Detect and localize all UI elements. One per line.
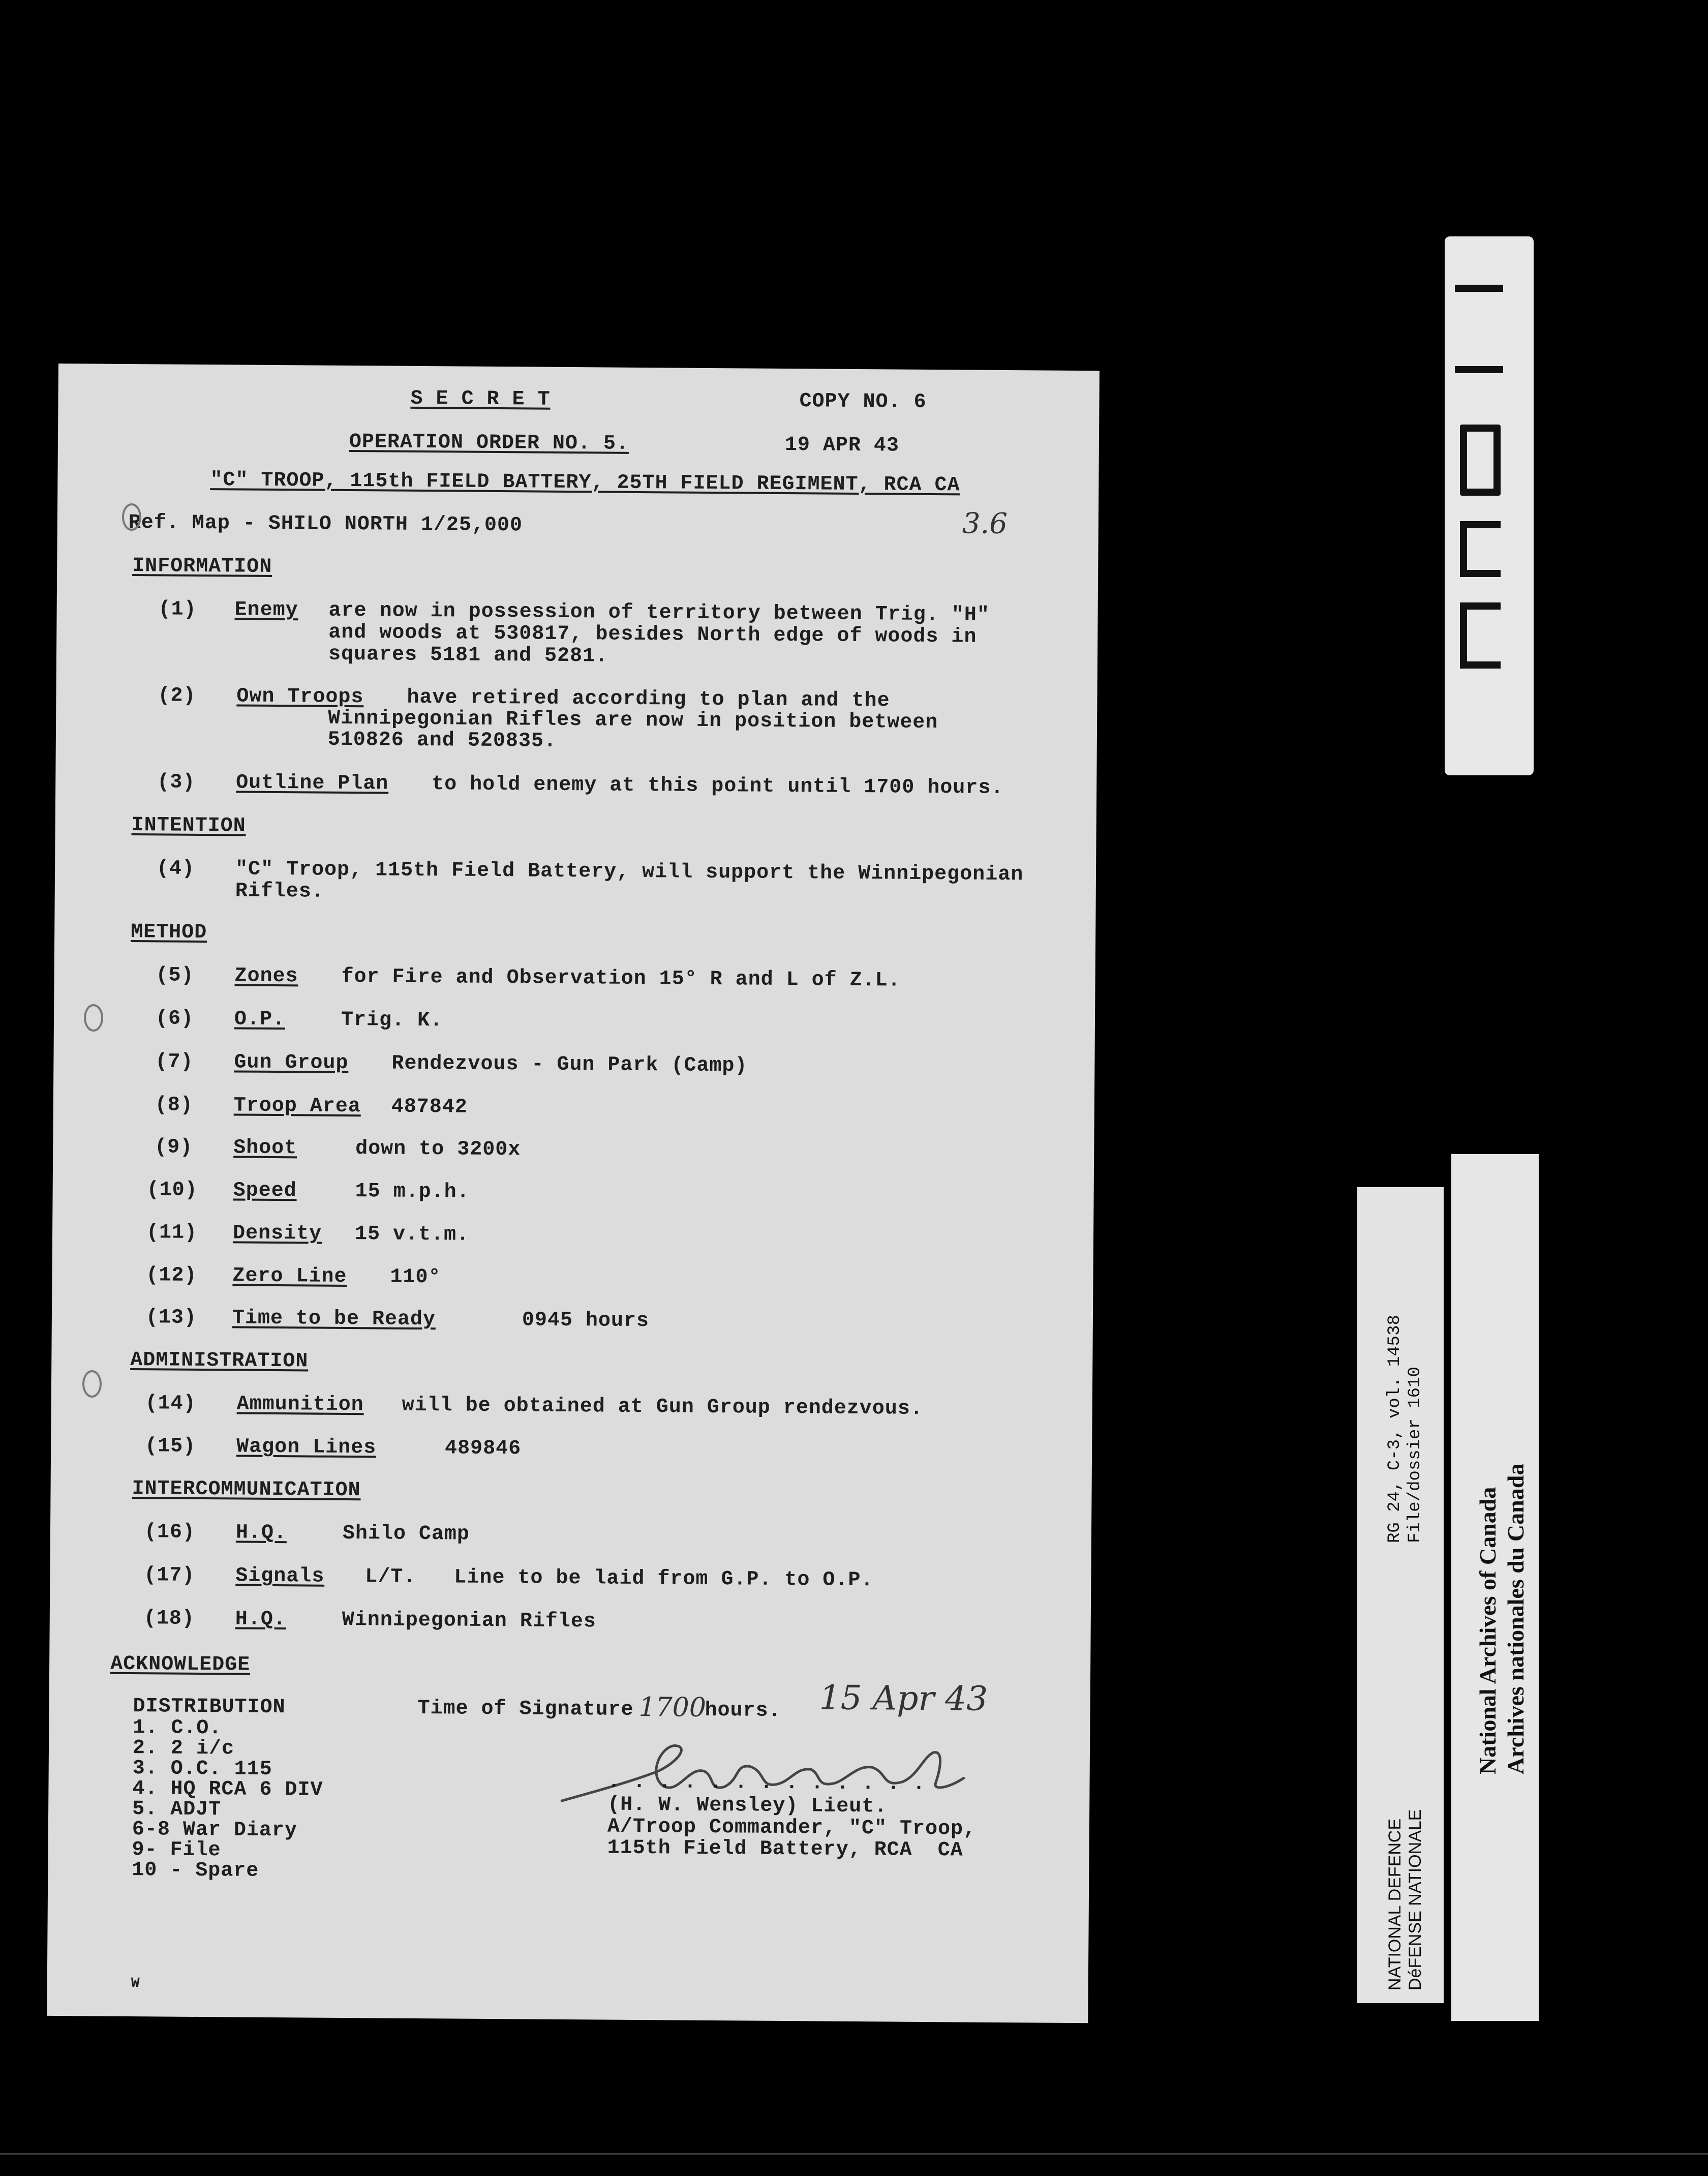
item-text: are now in possession of territory between Trig. "H" (328, 599, 990, 627)
section-intention: INTENTION (131, 814, 246, 838)
item-label: Own Troops (236, 685, 364, 709)
item-number: (12) (146, 1264, 197, 1287)
frame-digit (1460, 602, 1501, 669)
item-label: Density (232, 1222, 322, 1246)
item-text: and woods at 530817, besides North edge of woods in (328, 621, 977, 649)
item-number: (17) (144, 1564, 195, 1587)
item-number: (3) (157, 771, 196, 794)
frame-digit (1460, 521, 1501, 577)
item-label: Gun Group (234, 1051, 349, 1075)
section-acknowledge: ACKNOWLEDGE (110, 1652, 251, 1677)
punch-hole-mark (82, 1370, 102, 1398)
item-text: 15 m.p.h. (355, 1180, 470, 1204)
signer-unit: 115th Field Battery, RCA CA (607, 1836, 963, 1862)
item-number: (15) (144, 1435, 196, 1458)
distribution-line: 5. ADJT (132, 1798, 222, 1822)
item-text: 15 v.t.m. (354, 1223, 470, 1247)
item-text: down to 3200x (355, 1137, 521, 1162)
archive-reference-label (1357, 1187, 1444, 2003)
bottom-mark: W (131, 1976, 140, 1992)
item-label: Enemy (234, 598, 298, 622)
item-text: 489846 (444, 1437, 522, 1461)
item-text: Shilo Camp (342, 1522, 470, 1546)
distribution-heading: DISTRIBUTION (133, 1695, 286, 1719)
item-label: Signals (235, 1564, 325, 1588)
classification: S E C R E T (410, 387, 551, 411)
copy-number: COPY NO. 6 (799, 390, 927, 414)
distribution-line: 4. HQ RCA 6 DIV (132, 1777, 323, 1802)
item-text: to hold enemy at this point until 1700 hours. (432, 773, 1004, 800)
signer-name: (H. W. Wensley) Lieut. (607, 1793, 888, 1819)
item-number: (10) (146, 1178, 198, 1202)
punch-hole-mark (84, 1004, 103, 1032)
item-text: 510826 and 520835. (327, 728, 557, 753)
item-label: Ammunition (236, 1393, 364, 1417)
order-title: OPERATION ORDER NO. 5. (349, 430, 629, 456)
item-number: (8) (155, 1094, 193, 1117)
item-label: Outline Plan (236, 771, 389, 796)
archive-file: File/dossier 1610 (1406, 1367, 1425, 1543)
margin-note: 3.6 (962, 507, 1008, 541)
item-label: O.P. (234, 1008, 286, 1032)
signature-line: . . . . . . . . . . . . . (607, 1770, 926, 1796)
punch-hole-mark (122, 503, 141, 531)
bottom-rule (0, 2153, 1708, 2155)
signer-title: A/Troop Commander, "C" Troop, (607, 1815, 977, 1841)
distribution-line: 2. 2 i/c (132, 1737, 235, 1761)
item-number: (9) (155, 1136, 193, 1159)
item-text: Trig. K. (341, 1008, 443, 1033)
item-label: Shoot (233, 1136, 297, 1160)
section-administration: ADMINISTRATION (130, 1349, 309, 1373)
document-page (47, 364, 1100, 2023)
item-text: 110° (390, 1265, 441, 1289)
item-label: Zones (234, 964, 298, 988)
unit-title: "C" TROOP, 115th FIELD BATTERY, 25TH FIELD REGIMENT, RCA CA (210, 469, 960, 497)
section-information: INFORMATION (132, 555, 272, 579)
handwritten-date: 15 Apr 43 (819, 1678, 988, 1718)
frame-tick (1455, 366, 1503, 373)
time-of-signature-label: Time of Signature (417, 1697, 634, 1721)
item-text: "C" Troop, 115th Field Battery, will support the Winnipegonian (235, 858, 1024, 887)
item-label: H.Q. (235, 1521, 287, 1545)
item-text: Winnipegonian Rifles (342, 1608, 596, 1634)
item-text: Rendezvous - Gun Park (Camp) (391, 1052, 748, 1078)
item-text: have retired according to plan and the (407, 686, 890, 713)
frame-digit (1460, 425, 1501, 496)
item-label: Time to be Ready (232, 1307, 436, 1332)
item-text: L/T. Line to be laid from G.P. to O.P. (365, 1565, 874, 1592)
archives-name-fr: Archives nationales du Canada (1503, 1463, 1529, 1774)
reference-map: Ref. Map - SHILO NORTH 1/25,000 (128, 511, 523, 537)
item-number: (16) (144, 1521, 196, 1544)
item-text: will be obtained at Gun Group rendezvous. (402, 1394, 924, 1421)
item-number: (13) (145, 1306, 197, 1329)
distribution-line: 6-8 War Diary (132, 1818, 298, 1842)
archives-name-en: National Archives of Canada (1475, 1487, 1501, 1774)
item-text: Winnipegonian Rifles are now in position between (327, 707, 938, 735)
item-number: (2) (158, 684, 196, 708)
item-label: Troop Area (233, 1094, 361, 1119)
distribution-line: 9- File (132, 1838, 221, 1862)
time-of-signature-handwritten: 1700 (638, 1692, 707, 1723)
item-text: Rifles. (235, 880, 324, 903)
distribution-line: 3. O.C. 115 (132, 1757, 272, 1781)
item-text: 0945 hours (522, 1309, 650, 1333)
item-number: (14) (145, 1392, 196, 1415)
item-label: H.Q. (235, 1608, 286, 1631)
time-of-signature-suffix: hours. (705, 1699, 781, 1722)
item-text: 487842 (391, 1095, 468, 1119)
section-method: METHOD (131, 921, 207, 945)
item-label: Zero Line (232, 1264, 347, 1289)
item-number: (18) (143, 1607, 195, 1630)
item-number: (1) (158, 598, 197, 621)
item-number: (11) (146, 1221, 198, 1245)
order-date: 19 APR 43 (784, 433, 900, 458)
item-number: (4) (156, 857, 195, 881)
archive-name-label (1451, 1154, 1539, 2021)
frame-number-strip (1445, 236, 1534, 775)
department-en: NATIONAL DEFENCE (1385, 1818, 1405, 1990)
archive-reference: RG 24, C-3, vol. 14538 (1385, 1315, 1405, 1543)
item-number: (6) (155, 1007, 194, 1031)
item-number: (7) (155, 1050, 194, 1074)
item-number: (5) (156, 964, 194, 987)
frame-tick (1455, 285, 1503, 292)
item-text: for Fire and Observation 15° R and L of Z.L. (341, 965, 901, 992)
item-text: squares 5181 and 5281. (328, 643, 608, 668)
item-label: Speed (233, 1179, 297, 1203)
department-fr: DéFENSE NATIONALE (1406, 1809, 1425, 1990)
distribution-line: 1. C.O. (133, 1716, 222, 1740)
distribution-line: 10 - Spare (132, 1859, 259, 1883)
section-intercommunication: INTERCOMMUNICATION (132, 1477, 361, 1502)
item-label: Wagon Lines (236, 1435, 377, 1460)
